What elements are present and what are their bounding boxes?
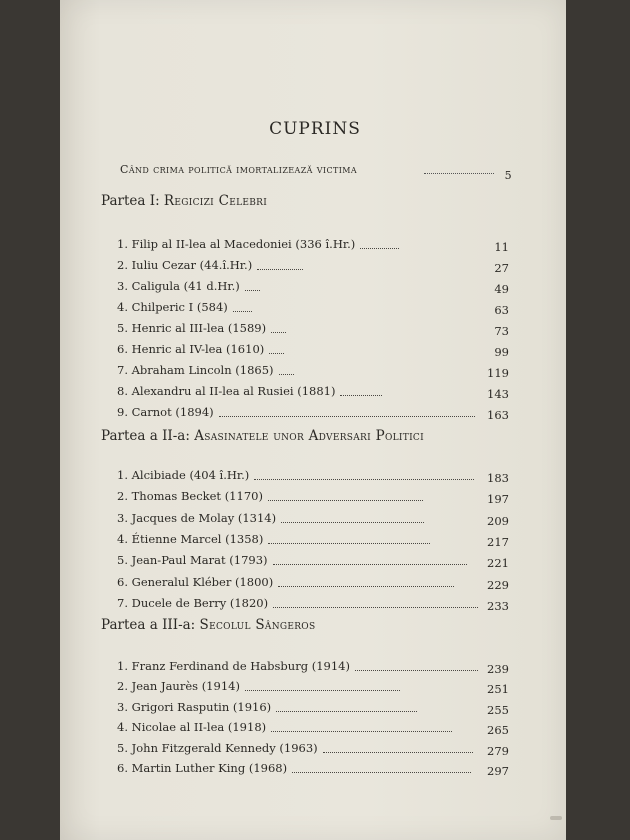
toc-leader-dots [281, 512, 424, 523]
toc-entry-label: 1. Franz Ferdinand de Habsburg (1914) [117, 659, 350, 673]
toc-page-number: 209 [487, 513, 509, 528]
toc-entry-label: 6. Generalul Kléber (1800) [117, 574, 274, 589]
toc-page-number: 119 [487, 366, 509, 380]
toc-entry-label: 7. Abraham Lincoln (1865) [117, 363, 274, 377]
toc-entry-label: 2. Iuliu Cezar (44.î.Hr.) [117, 258, 253, 272]
page-title: CUPRINS [269, 119, 361, 139]
toc-entry [117, 677, 509, 695]
toc-page-number: 233 [487, 598, 509, 613]
toc-leader-dots [269, 343, 284, 354]
toc-leader-dots [268, 490, 423, 501]
toc-page-number: 73 [494, 324, 509, 338]
toc-leader-dots [219, 406, 475, 417]
toc-leader-dots [279, 364, 294, 375]
toc-entry [117, 718, 509, 736]
toc-entry-label: 3. Caligula (41 d.Hr.) [117, 279, 240, 293]
toc-page-number: 279 [487, 743, 509, 758]
toc-entry [117, 256, 509, 274]
toc-entry-label: 6. Henric al IV-lea (1610) [117, 342, 265, 356]
toc-leader-dots [355, 660, 478, 671]
toc-entry [117, 759, 509, 777]
toc-entry [117, 319, 509, 337]
toc-page-number: 183 [487, 471, 509, 485]
toc-leader-dots [245, 680, 400, 691]
toc-leader-dots [360, 238, 399, 249]
section-heading-prefix: Partea I: [101, 193, 164, 209]
section-heading-prefix: Partea a III-a: [101, 617, 200, 633]
toc-page-number: 143 [487, 387, 509, 401]
toc-entry [117, 739, 509, 757]
toc-page-number: 217 [487, 534, 509, 549]
toc-entry-label: 4. Étienne Marcel (1358) [117, 531, 264, 546]
toc-entry-label: 5. Jean-Paul Marat (1793) [117, 553, 268, 568]
toc-leader-dots [233, 301, 252, 312]
toc-entry [117, 487, 509, 505]
intro-leader-dots [424, 163, 494, 174]
toc-entry [117, 382, 509, 400]
toc-entry [117, 573, 509, 591]
toc-page-number: 297 [487, 764, 509, 778]
toc-page-number: 197 [487, 492, 509, 507]
toc-entry-label: 4. Chilperic I (584) [117, 300, 228, 314]
toc-entry [117, 509, 509, 527]
toc-page-number: 163 [487, 408, 509, 422]
intro-label: Când crima politică imortalizează victima [120, 163, 358, 176]
toc-page-number: 251 [487, 682, 509, 697]
toc-entry [117, 657, 509, 675]
section-heading-prefix: Partea a II-a: [101, 428, 195, 444]
toc-entry-label: 5. Henric al III-lea (1589) [117, 321, 267, 335]
toc-page-number: 63 [494, 303, 509, 317]
toc-leader-dots [292, 762, 471, 773]
toc-entry-label: 4. Nicolae al II-lea (1918) [117, 720, 267, 735]
section-heading-title: Asasinatele unor Adversari Politici [194, 428, 424, 444]
toc-entry [117, 551, 509, 569]
toc-entry [117, 340, 509, 358]
toc-leader-dots [278, 576, 454, 587]
toc-entry-label: 1. Filip al II-lea al Macedoniei (336 î.Hr.) [117, 237, 356, 251]
toc-page-number: 49 [494, 282, 509, 296]
toc-leader-dots [254, 469, 474, 480]
toc-leader-dots [245, 280, 260, 291]
toc-page-number: 221 [487, 556, 509, 571]
toc-entry [117, 298, 509, 316]
toc-entry-label: 2. Thomas Becket (1170) [117, 489, 263, 504]
section-heading [101, 617, 315, 633]
toc-entry [117, 530, 509, 548]
toc-page-number: 11 [494, 240, 509, 254]
toc-leader-dots [271, 322, 286, 333]
toc-entry [117, 235, 509, 253]
toc-page-number: 99 [494, 345, 509, 359]
toc-page-number: 229 [487, 577, 509, 592]
toc-leader-dots [257, 259, 303, 270]
section-heading-title: Regicizi Celebri [163, 193, 268, 209]
toc-leader-dots [268, 533, 430, 544]
toc-entry-label: 8. Alexandru al II-lea al Rusiei (1881) [117, 384, 336, 398]
toc-entry-label: 3. Grigori Rasputin (1916) [117, 699, 272, 714]
toc-leader-dots [276, 701, 417, 712]
toc-page-number: 239 [487, 662, 509, 676]
section-heading [101, 193, 267, 209]
toc-entry [117, 698, 509, 716]
page-blemish [550, 816, 562, 820]
toc-entry-label: 6. Martin Luther King (1968) [117, 761, 288, 775]
toc-entry [117, 403, 509, 421]
toc-entry [117, 466, 509, 484]
toc-leader-dots [271, 721, 452, 732]
toc-entry [117, 361, 509, 379]
toc-entry [117, 594, 509, 612]
toc-entry [117, 277, 509, 295]
toc-page-number: 265 [487, 723, 509, 738]
toc-entry-label: 7. Ducele de Berry (1820) [117, 595, 269, 610]
toc-entry-label: 2. Jean Jaurès (1914) [117, 679, 240, 694]
intro-page-number: 5 [504, 169, 512, 182]
toc-entry-label: 1. Alcibiade (404 î.Hr.) [117, 468, 250, 482]
toc-page-number: 255 [487, 702, 509, 717]
section-heading [101, 428, 424, 444]
toc-leader-dots [323, 742, 473, 753]
toc-leader-dots [273, 554, 467, 565]
toc-page-number: 27 [494, 261, 509, 275]
intro-entry [120, 159, 512, 182]
toc-entry-label: 5. John Fitzgerald Kennedy (1963) [117, 740, 318, 755]
toc-leader-dots [340, 385, 382, 396]
toc-leader-dots [273, 597, 478, 608]
section-heading-title: Secolul Sângeros [199, 617, 316, 633]
toc-entry-label: 3. Jacques de Molay (1314) [117, 510, 277, 525]
toc-entry-label: 9. Carnot (1894) [117, 405, 214, 419]
